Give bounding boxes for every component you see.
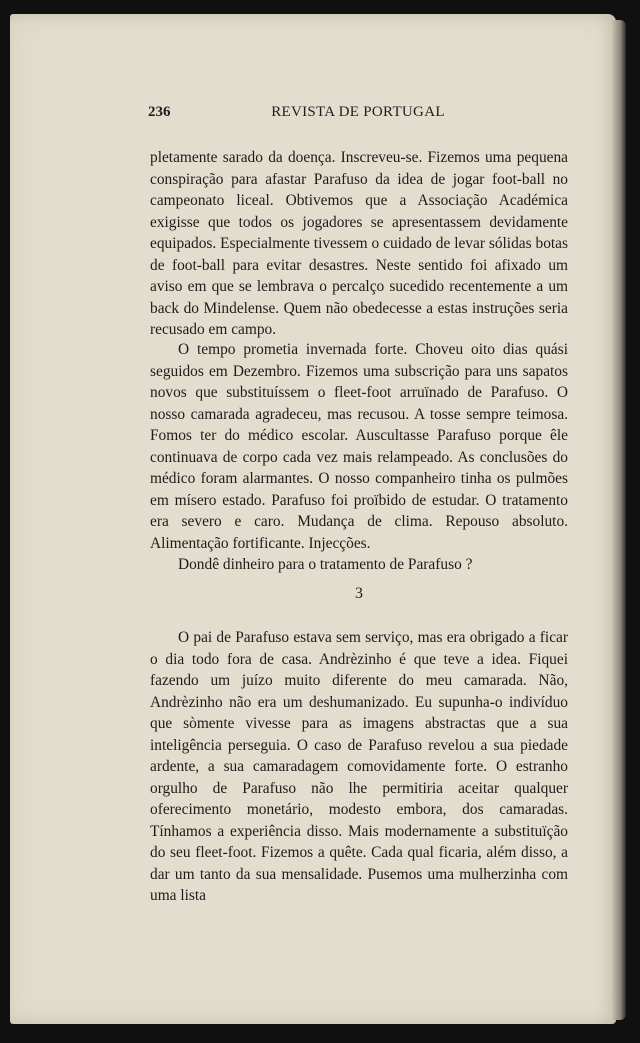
paragraph-2: O tempo prometia invernada forte. Choveu oito dias quási seguidos em Dezembro. Fizemos uma subscrição para uns sapatos novos que substituíssem o fleet-foot arruïnado de Parafuso. O nosso camarada agradeceu, mas recusou. A tosse sempre teimosa. Fomos ter do médico escolar. Auscultasse Parafuso porque êle continuava de corpo cada vez mais relampeado. As conclusões do médico foram alarmantes. O nosso companheiro tinha os pulmões em mísero estado. Parafuso foi proïbido de estudar. O tratamento era severo e caro. Mudança de clima. Repouso absoluto. Alimentação fortificante. Injecções. xyxy=(150,341,568,552)
page-number: 236 xyxy=(148,104,171,120)
paragraph-3: Dondê dinheiro para o tratamento de Parafuso ? xyxy=(178,556,473,573)
running-header xyxy=(148,104,568,128)
section-number: 3 xyxy=(355,585,363,602)
running-title: REVISTA DE PORTUGAL xyxy=(271,104,445,120)
paragraph-4: O pai de Parafuso estava sem serviço, mas era obrigado a ficar o dia todo fora de casa. Andrèzinho é que teve a idea. Fiquei fazendo um juízo muito diferente do meu camarada. Não, Andrèzinho não era um deshumanizado. Eu supunha-o indivíduo que sòmente vivesse para as imagens abstractas que a sua inteligência perseguia. O caso de Parafuso revelou a sua piedade ardente, a sua camaradagem comovidamente forte. O estranho orgulho de Parafuso não lhe permitiria aceitar qualquer oferecimento monetário, modesto embora, dos camaradas. Tínhamos a experiência disso. Mais modernamente a substituïção do seu fleet-foot. Fizemos a quête. Cada qual ficaria, além disso, a dar um tanto da sua mensalidade. Pusemos uma mulherzinha com uma lista xyxy=(150,629,568,904)
paragraph-1: pletamente sarado da doença. Inscreveu-se. Fizemos uma pequena conspiração para afastar Parafuso da idea de jogar foot-ball no campeonato liceal. Obtivemos que a Associação Académica exigisse que todos os jogadores se apresentassem devidamente equipados. Especialmente tivessem o cuidado de levar sólidas botas de foot-ball para evitar desastres. Neste sentido foi afixado um aviso em que se lembrava o percalço sucedido recentemente a um back do Mindelense. Quem não obedecesse a estas instruções seria recusado em campo. xyxy=(150,149,568,338)
paragraph-2-block xyxy=(150,339,568,576)
page-edge xyxy=(612,20,626,1020)
paragraph-1-block xyxy=(150,147,568,341)
paragraph-4-block xyxy=(150,627,568,907)
